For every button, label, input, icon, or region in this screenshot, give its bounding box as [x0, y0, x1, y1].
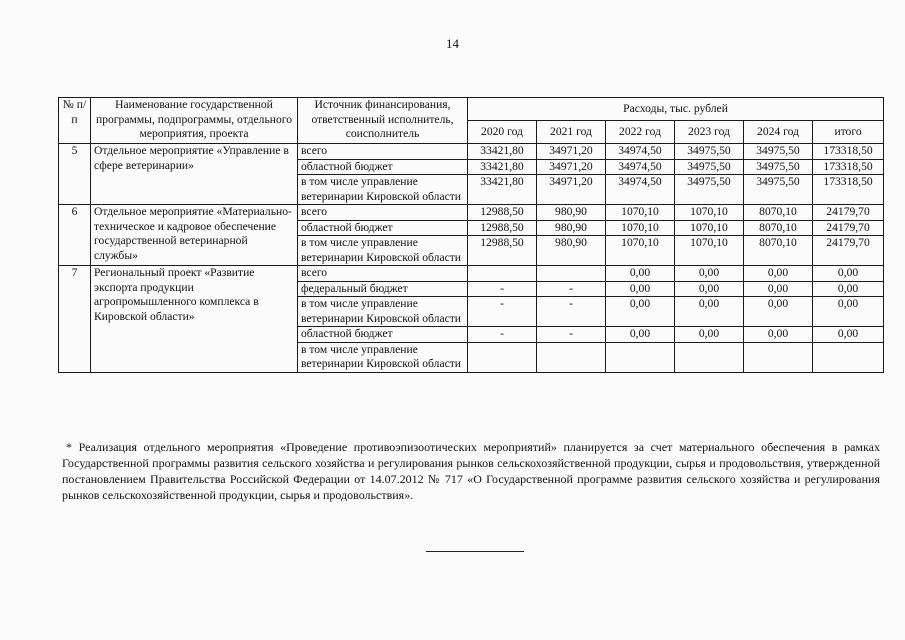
value-cell: 34975,50	[675, 159, 744, 175]
table-row	[59, 205, 884, 221]
value-cell: 980,90	[537, 205, 606, 221]
value-cell: 173318,50	[813, 144, 884, 160]
funding-source: областной бюджет	[298, 159, 468, 175]
value-cell: 34974,50	[606, 144, 675, 160]
value-cell: 1070,10	[606, 205, 675, 221]
value-cell: 12988,50	[468, 205, 537, 221]
value-cell: 34975,50	[675, 175, 744, 205]
value-cell: 24179,70	[813, 236, 884, 266]
value-cell: 0,00	[813, 281, 884, 297]
value-cell: 0,00	[744, 266, 813, 282]
value-cell: 0,00	[606, 297, 675, 327]
value-cell: 24179,70	[813, 220, 884, 236]
value-cell: 8070,10	[744, 236, 813, 266]
table-row	[59, 144, 884, 160]
value-cell: 34971,20	[537, 144, 606, 160]
item-name: Региональный проект «Развитие экспорта продукции агропромышленного комплекса в Кировской области»	[91, 266, 298, 373]
value-cell: 980,90	[537, 220, 606, 236]
value-cell	[675, 342, 744, 372]
row-number: 7	[59, 266, 91, 373]
value-cell: 33421,80	[468, 159, 537, 175]
expenses-table	[58, 97, 884, 373]
value-cell: -	[537, 297, 606, 327]
item-name: Отдельное мероприятие «Управление в сфере ветеринарии»	[91, 144, 298, 205]
funding-source: всего	[298, 205, 468, 221]
page-number: 14	[446, 36, 459, 51]
value-cell	[813, 342, 884, 372]
header-year-2021: 2021 год	[537, 121, 606, 144]
header-year-2020: 2020 год	[468, 121, 537, 144]
value-cell	[744, 342, 813, 372]
funding-source: областной бюджет	[298, 220, 468, 236]
funding-source: всего	[298, 144, 468, 160]
value-cell: 34975,50	[744, 175, 813, 205]
value-cell: 24179,70	[813, 205, 884, 221]
item-name: Отдельное мероприятие «Материально-техническое и кадровое обеспечение государственной ветеринарной службы»	[91, 205, 298, 266]
value-cell: 34971,20	[537, 175, 606, 205]
funding-source: федеральный бюджет	[298, 281, 468, 297]
header-total: итого	[813, 121, 884, 144]
value-cell: -	[468, 281, 537, 297]
funding-source: всего	[298, 266, 468, 282]
header-year-2022: 2022 год	[606, 121, 675, 144]
value-cell: 0,00	[813, 266, 884, 282]
value-cell	[537, 342, 606, 372]
value-cell	[537, 266, 606, 282]
value-cell: 0,00	[744, 327, 813, 343]
funding-source: в том числе управление ветеринарии Кировской области	[298, 236, 468, 266]
value-cell: 173318,50	[813, 159, 884, 175]
value-cell: 12988,50	[468, 236, 537, 266]
value-cell: 1070,10	[675, 220, 744, 236]
value-cell: 8070,10	[744, 205, 813, 221]
row-number: 5	[59, 144, 91, 205]
value-cell: -	[468, 327, 537, 343]
value-cell	[468, 266, 537, 282]
value-cell: 12988,50	[468, 220, 537, 236]
value-cell: -	[468, 297, 537, 327]
footnote: * Реализация отдельного мероприятия «Проведение противоэпизоотических мероприятий» планируется за счет материального обеспечения в рамках Государственной программы развития сельского хозяйства и регулирования рынков сельскохозяйственной продукции, сырья и продовольствия, утвержденной постановлением Правительства Российской Федерации от 14.07.2012 № 717 «О Государственной программе развития сельского хозяйства и регулирования рынков сельскохозяйственной продукции, сырья и продовольствия».	[62, 440, 880, 502]
value-cell: 0,00	[675, 327, 744, 343]
funding-source: областной бюджет	[298, 327, 468, 343]
header-expenses: Расходы, тыс. рублей	[468, 98, 884, 121]
value-cell: 1070,10	[606, 236, 675, 266]
value-cell: 173318,50	[813, 175, 884, 205]
value-cell: 33421,80	[468, 144, 537, 160]
value-cell	[468, 342, 537, 372]
value-cell: 0,00	[606, 266, 675, 282]
value-cell: 0,00	[744, 297, 813, 327]
value-cell: -	[537, 327, 606, 343]
value-cell: 0,00	[675, 297, 744, 327]
value-cell: 0,00	[675, 281, 744, 297]
value-cell: 0,00	[813, 297, 884, 327]
header-source: Источник финансирования, ответственный исполнитель, соисполнитель	[298, 98, 468, 144]
value-cell: 980,90	[537, 236, 606, 266]
value-cell: -	[537, 281, 606, 297]
value-cell: 1070,10	[675, 236, 744, 266]
value-cell: 34975,50	[675, 144, 744, 160]
value-cell: 1070,10	[675, 205, 744, 221]
value-cell: 34971,20	[537, 159, 606, 175]
funding-source: в том числе управление ветеринарии Кировской области	[298, 342, 468, 372]
funding-source: в том числе управление ветеринарии Кировской области	[298, 175, 468, 205]
value-cell: 0,00	[675, 266, 744, 282]
value-cell: 8070,10	[744, 220, 813, 236]
value-cell: 33421,80	[468, 175, 537, 205]
value-cell: 1070,10	[606, 220, 675, 236]
closing-rule	[426, 551, 524, 552]
value-cell: 0,00	[813, 327, 884, 343]
value-cell: 0,00	[606, 281, 675, 297]
value-cell: 0,00	[744, 281, 813, 297]
value-cell: 34975,50	[744, 159, 813, 175]
value-cell: 0,00	[606, 327, 675, 343]
header-name: Наименование государственной программы, подпрограммы, отдельного мероприятия, проекта	[91, 98, 298, 144]
header-year-2024: 2024 год	[744, 121, 813, 144]
value-cell: 34975,50	[744, 144, 813, 160]
value-cell	[606, 342, 675, 372]
table-row	[59, 266, 884, 282]
value-cell: 34974,50	[606, 159, 675, 175]
funding-source: в том числе управление ветеринарии Кировской области	[298, 297, 468, 327]
header-num: № п/п	[59, 98, 91, 144]
value-cell: 34974,50	[606, 175, 675, 205]
row-number: 6	[59, 205, 91, 266]
header-year-2023: 2023 год	[675, 121, 744, 144]
